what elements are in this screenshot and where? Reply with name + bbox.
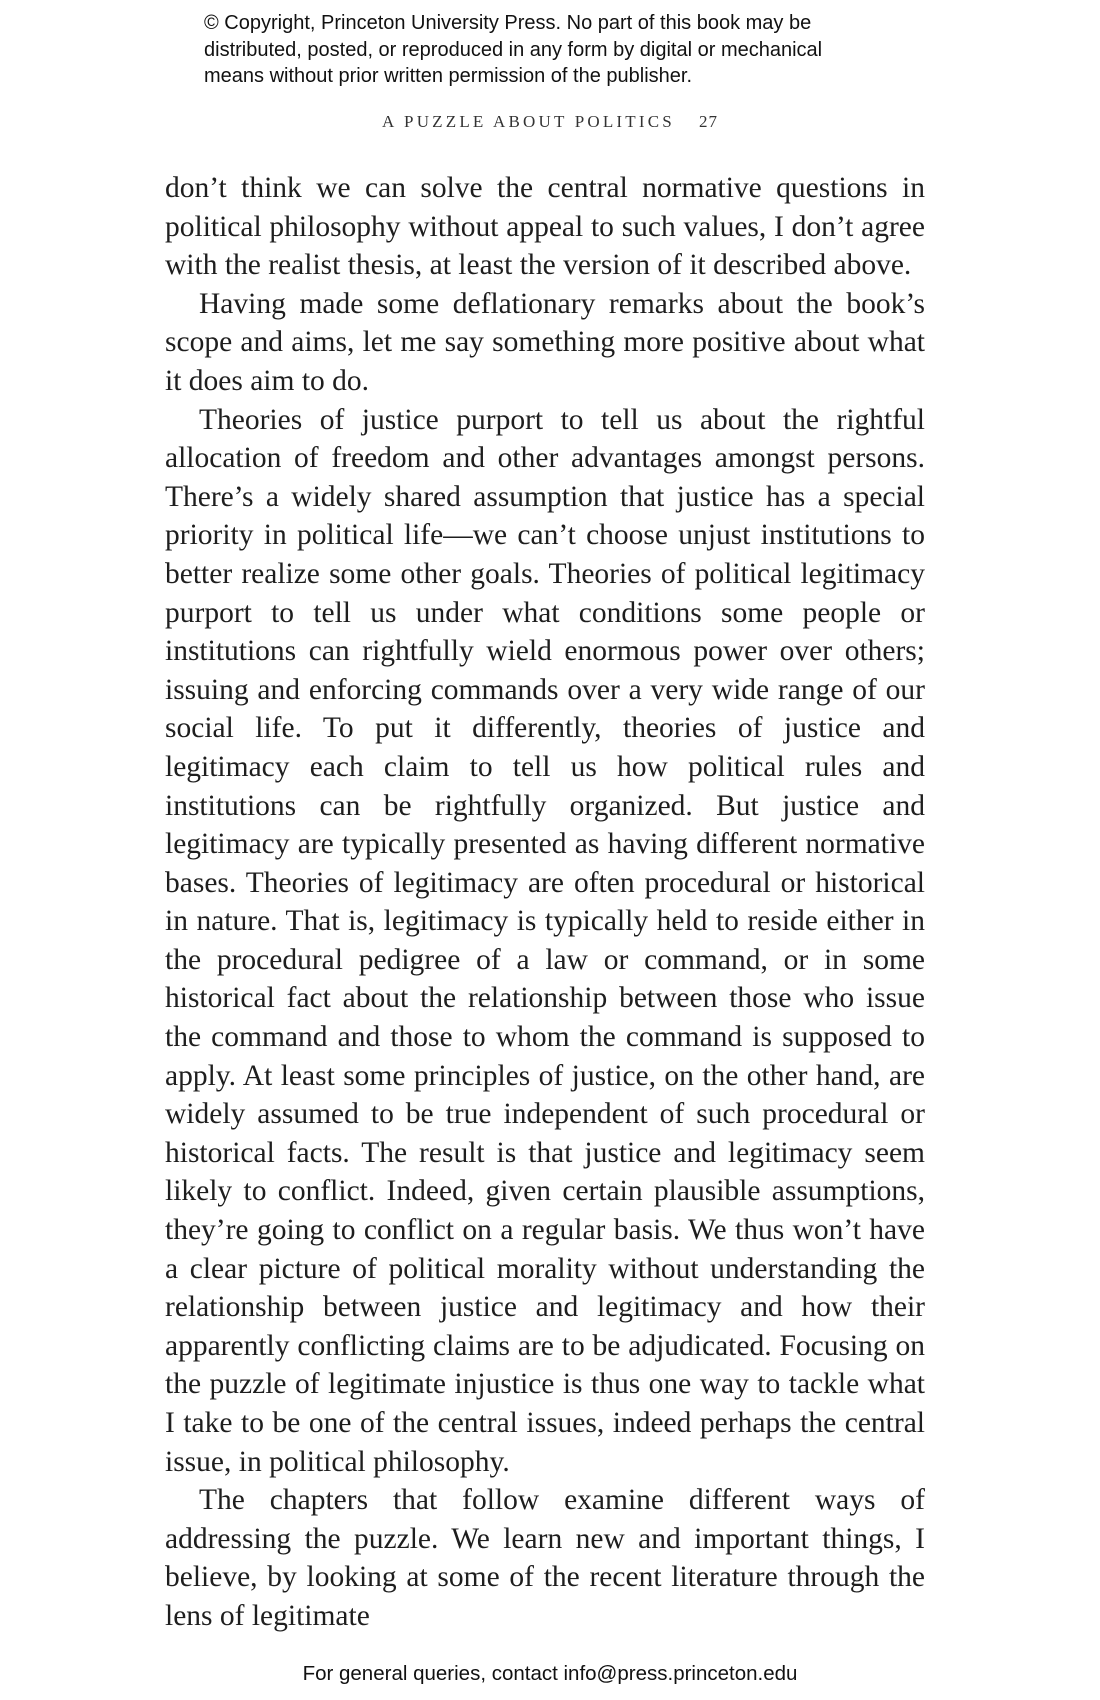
footer-contact: For general queries, contact info@press.princeton.edu: [302, 1662, 798, 1685]
paragraph: Theories of justice purport to tell us about the rightful allocation of freedom and other advantages amongst persons. There’s a widely shared assumption that justice has a special priority in political life—we can’t choose unjust institutions to better realize some other goals. Theories of political legitimacy purport to tell us under what conditions some people or institutions can rightfully wield enormous power over others; issuing and enforcing commands over a very wide range of our social life. To put it differently, theories of justice and legitimacy each claim to tell us how political rules and institutions can be rightfully organized. But justice and legitimacy are typically presented as having different normative bases. Theories of legitimacy are often procedural or historical in nature. That is, legitimacy is typically held to reside either in the procedural pedigree of a law or command, or in some historical fact about the relationship between those who issue the command and those to whom the command is supposed to apply. At least some principles of justice, on the other hand, are widely assumed to be true independent of such procedural or historical facts. The result is that justice and legitimacy seem likely to conflict. Indeed, given certain plausible assumptions, they’re going to conflict on a regular basis. We thus won’t have a clear picture of political morality without understanding the relationship between justice and legitimacy and how their apparently conflicting claims are to be adjudicated. Focusing on the puzzle of legitimate injustice is thus one way to tackle what I take to be one of the central issues, indeed perhaps the central issue, in political philosophy.: [165, 403, 925, 1478]
running-head-title: A PUZZLE ABOUT POLITICS: [382, 112, 675, 131]
paragraph: The chapters that follow examine different ways of addressing the puzzle. We learn new and important things, I believe, by looking at some of the recent literature through the lens of legitimate: [165, 1484, 925, 1632]
paragraph: Having made some deflationary remarks about the book’s scope and aims, let me say something more positive about what it does aim to do.: [165, 287, 925, 397]
page-number: 27: [698, 112, 718, 131]
running-head: [0, 112, 1100, 132]
paragraph-continued: don’t think we can solve the central normative questions in political philosophy without appeal to such values, I don’t agree with the realist thesis, at least the version of it described above.: [165, 172, 925, 282]
body-text: [165, 169, 925, 1636]
copyright-line: means without prior written permission of the publisher.: [204, 65, 693, 87]
copyright-line: distributed, posted, or reproduced in any form by digital or mechanical: [204, 38, 823, 61]
copyright-line: © Copyright, Princeton University Press. No part of this book may be: [204, 12, 812, 34]
copyright-notice: [204, 10, 924, 90]
